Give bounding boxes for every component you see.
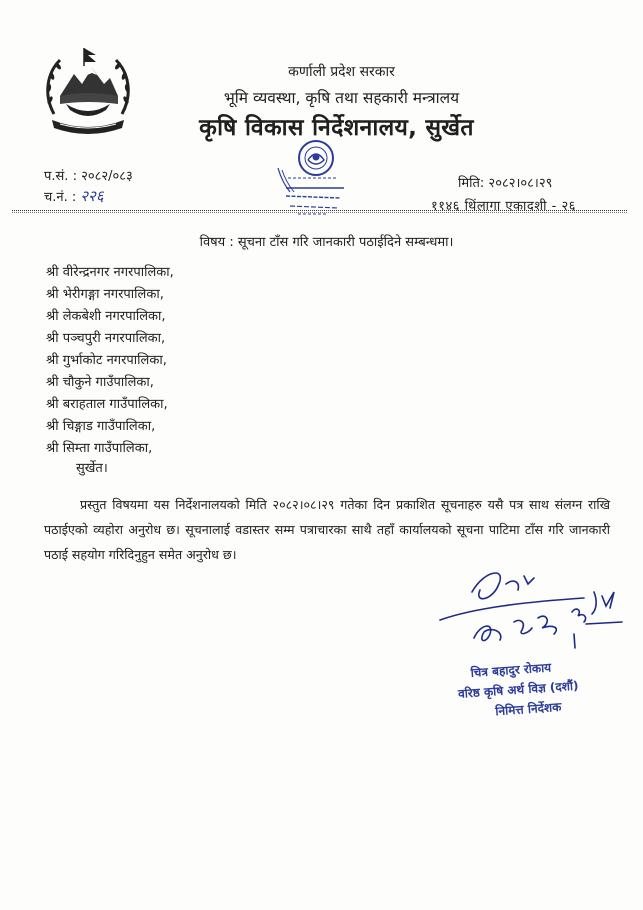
- dispatch-number-label: च.नं. :: [44, 190, 77, 205]
- addressee-item: श्री वीरेन्द्रनगर नगरपालिका,: [46, 265, 174, 280]
- header-divider-secondary: [12, 212, 627, 213]
- dispatch-number-value: २२६: [80, 187, 104, 205]
- addressee-item: श्री भेरीगङ्गा नगरपालिका,: [46, 287, 164, 302]
- letter-date-nepal-sambat: ११४६ थिंलागा एकादशी - २६: [431, 199, 576, 214]
- signatory-role: निमित्त निर्देशक: [494, 699, 562, 719]
- directorate-name: कृषि विकास निर्देशनालय, सुर्खेत: [199, 115, 474, 141]
- addressee-item: श्री पञ्चपुरी नगरपालिका,: [46, 331, 166, 346]
- office-seal-stamp-icon: [268, 138, 356, 218]
- addressee-item: श्री गुर्भाकोट नगरपालिका,: [46, 353, 167, 368]
- signatory-title: वरिष्ठ कृषि अर्थ विज्ञ (दशौं): [457, 678, 579, 701]
- letter-subject: विषय : सूचना टाँस गरि जानकारी पठाईदिने सम्बन्धमा।: [199, 235, 454, 250]
- government-name: कर्णाली प्रदेश सरकार: [288, 64, 395, 80]
- addressee-item: श्री सिम्ता गाउँपालिका,: [46, 441, 153, 456]
- ministry-name: भूमि व्यवस्था, कृषि तथा सहकारी मन्त्रालय: [223, 89, 460, 107]
- letter-body-text: प्रस्तुत विषयमा यस निर्देशनालयको मिति २०८२।०८।२९ गतेका दिन प्रकाशित सूचनाहरु यसै पत्र साथ संलग्न राखि पठाईएको व्यहोरा अनुरोध छ। सूचनालाई वडास्तर सम्म पत्राचारका साथै तहाँ कार्यालयको सूचना पाटिमा टाँस गरि जानकारी पठाई सहयोग गरिदिनुहुन समेत अनुरोध छ।: [44, 497, 610, 562]
- signatory-block: [456, 656, 581, 724]
- letter-body: [44, 492, 610, 567]
- addressee-list: [46, 262, 174, 460]
- handwritten-signature-icon: [434, 562, 624, 662]
- signatory-name: चित्र बहादुर रोकाय: [470, 660, 552, 680]
- addressee-item: श्री लेकबेशी नगरपालिका,: [46, 309, 166, 324]
- letter-date: मिति: २०८२।०८।२९: [458, 176, 553, 191]
- header-divider: [12, 210, 627, 211]
- addressee-item: श्री चिङ्गाड गाउँपालिका,: [46, 419, 156, 434]
- addressee-item: श्री चौकुने गाउँपालिका,: [46, 375, 154, 390]
- dispatch-number-row: [44, 186, 104, 206]
- addressee-item: श्री बराहताल गाउँपालिका,: [46, 397, 168, 412]
- reference-number: प.सं. : २०८२/०८३: [44, 169, 133, 184]
- addressee-location: सुर्खेत।: [76, 461, 108, 476]
